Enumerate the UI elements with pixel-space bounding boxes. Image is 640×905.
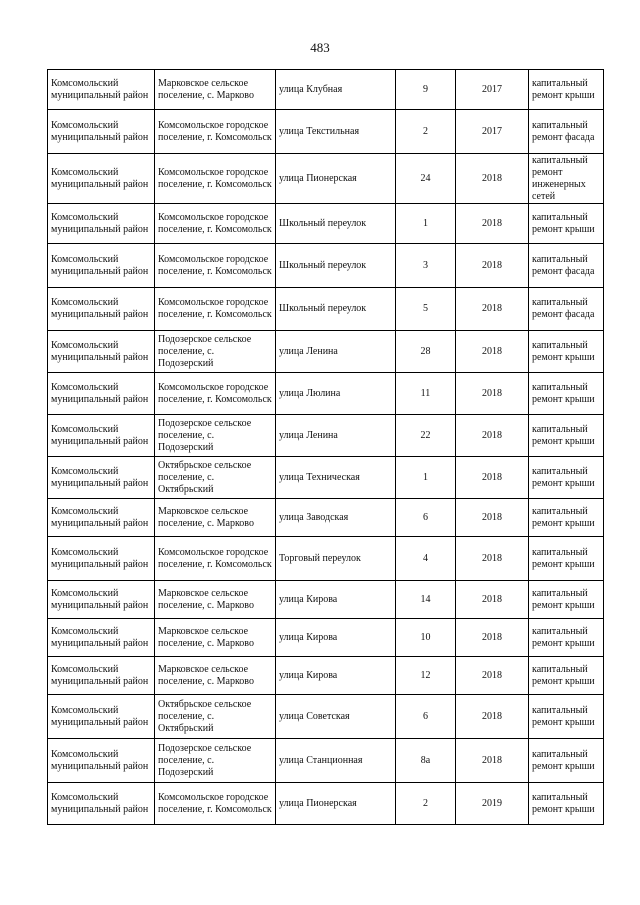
work-type-cell: капитальный ремонт крыши: [529, 204, 604, 244]
street-cell: улица Кирова: [276, 619, 396, 657]
house-number-cell: 24: [396, 154, 456, 204]
district-cell: Комсомольский муниципальный район: [48, 581, 155, 619]
work-type-cell: капитальный ремонт крыши: [529, 783, 604, 825]
work-type-cell: капитальный ремонт крыши: [529, 739, 604, 783]
settlement-cell: Комсомольское городское поселение, г. Комсомольск: [155, 288, 276, 331]
work-type-cell: капитальный ремонт крыши: [529, 619, 604, 657]
table-row: [48, 331, 604, 373]
settlement-cell: Комсомольское городское поселение, г. Комсомольск: [155, 154, 276, 204]
settlement-cell: Подозерское сельское поселение, с. Подозерский: [155, 739, 276, 783]
district-cell: Комсомольский муниципальный район: [48, 537, 155, 581]
house-number-cell: 1: [396, 204, 456, 244]
table-row: [48, 783, 604, 825]
street-cell: улица Пионерская: [276, 783, 396, 825]
settlement-cell: Октябрьское сельское поселение, с. Октябрьский: [155, 457, 276, 499]
settlement-cell: Подозерское сельское поселение, с. Подозерский: [155, 331, 276, 373]
district-cell: Комсомольский муниципальный район: [48, 204, 155, 244]
year-cell: 2019: [456, 783, 529, 825]
district-cell: Комсомольский муниципальный район: [48, 154, 155, 204]
street-cell: улица Кирова: [276, 581, 396, 619]
table-row: [48, 110, 604, 154]
street-cell: улица Советская: [276, 695, 396, 739]
house-number-cell: 1: [396, 457, 456, 499]
district-cell: Комсомольский муниципальный район: [48, 373, 155, 415]
house-number-cell: 22: [396, 415, 456, 457]
work-type-cell: капитальный ремонт фасада: [529, 244, 604, 288]
year-cell: 2018: [456, 581, 529, 619]
settlement-cell: Марковское сельское поселение, с. Марково: [155, 657, 276, 695]
year-cell: 2018: [456, 288, 529, 331]
table-row: [48, 695, 604, 739]
house-number-cell: 10: [396, 619, 456, 657]
house-number-cell: 28: [396, 331, 456, 373]
street-cell: Школьный переулок: [276, 244, 396, 288]
table-row: [48, 619, 604, 657]
work-type-cell: капитальный ремонт крыши: [529, 373, 604, 415]
table-row: [48, 457, 604, 499]
house-number-cell: 11: [396, 373, 456, 415]
table-row: [48, 154, 604, 204]
house-number-cell: 8а: [396, 739, 456, 783]
table-row: [48, 657, 604, 695]
year-cell: 2018: [456, 331, 529, 373]
table-body: [48, 70, 604, 825]
work-type-cell: капитальный ремонт фасада: [529, 110, 604, 154]
work-type-cell: капитальный ремонт крыши: [529, 70, 604, 110]
table-row: [48, 70, 604, 110]
district-cell: Комсомольский муниципальный район: [48, 619, 155, 657]
house-number-cell: 6: [396, 499, 456, 537]
district-cell: Комсомольский муниципальный район: [48, 331, 155, 373]
work-type-cell: капитальный ремонт инженерных сетей: [529, 154, 604, 204]
district-cell: Комсомольский муниципальный район: [48, 695, 155, 739]
street-cell: улица Станционная: [276, 739, 396, 783]
table-row: [48, 537, 604, 581]
settlement-cell: Комсомольское городское поселение, г. Комсомольск: [155, 110, 276, 154]
year-cell: 2018: [456, 415, 529, 457]
year-cell: 2018: [456, 373, 529, 415]
settlement-cell: Комсомольское городское поселение, г. Комсомольск: [155, 783, 276, 825]
street-cell: улица Техническая: [276, 457, 396, 499]
page-number: 483: [310, 40, 330, 55]
settlement-cell: Марковское сельское поселение, с. Марково: [155, 581, 276, 619]
house-number-cell: 3: [396, 244, 456, 288]
work-type-cell: капитальный ремонт крыши: [529, 415, 604, 457]
district-cell: Комсомольский муниципальный район: [48, 499, 155, 537]
street-cell: улица Кирова: [276, 657, 396, 695]
settlement-cell: Марковское сельское поселение, с. Марково: [155, 499, 276, 537]
table-row: [48, 499, 604, 537]
work-type-cell: капитальный ремонт крыши: [529, 695, 604, 739]
settlement-cell: Комсомольское городское поселение, г. Комсомольск: [155, 537, 276, 581]
district-cell: Комсомольский муниципальный район: [48, 288, 155, 331]
table-row: [48, 373, 604, 415]
street-cell: Школьный переулок: [276, 288, 396, 331]
settlement-cell: Марковское сельское поселение, с. Марково: [155, 70, 276, 110]
district-cell: Комсомольский муниципальный район: [48, 110, 155, 154]
street-cell: улица Ленина: [276, 415, 396, 457]
year-cell: 2018: [456, 657, 529, 695]
work-type-cell: капитальный ремонт фасада: [529, 288, 604, 331]
house-number-cell: 4: [396, 537, 456, 581]
year-cell: 2018: [456, 244, 529, 288]
year-cell: 2018: [456, 537, 529, 581]
settlement-cell: Октябрьское сельское поселение, с. Октябрьский: [155, 695, 276, 739]
district-cell: Комсомольский муниципальный район: [48, 457, 155, 499]
work-type-cell: капитальный ремонт крыши: [529, 331, 604, 373]
settlement-cell: Комсомольское городское поселение, г. Комсомольск: [155, 373, 276, 415]
street-cell: улица Пионерская: [276, 154, 396, 204]
street-cell: улица Заводская: [276, 499, 396, 537]
year-cell: 2018: [456, 154, 529, 204]
district-cell: Комсомольский муниципальный район: [48, 244, 155, 288]
year-cell: 2017: [456, 70, 529, 110]
year-cell: 2018: [456, 619, 529, 657]
work-type-cell: капитальный ремонт крыши: [529, 581, 604, 619]
street-cell: Торговый переулок: [276, 537, 396, 581]
work-type-cell: капитальный ремонт крыши: [529, 457, 604, 499]
street-cell: улица Клубная: [276, 70, 396, 110]
street-cell: улица Текстильная: [276, 110, 396, 154]
district-cell: Комсомольский муниципальный район: [48, 739, 155, 783]
settlement-cell: Марковское сельское поселение, с. Марково: [155, 619, 276, 657]
year-cell: 2018: [456, 457, 529, 499]
table-row: [48, 415, 604, 457]
table-row: [48, 739, 604, 783]
year-cell: 2018: [456, 204, 529, 244]
house-number-cell: 12: [396, 657, 456, 695]
work-type-cell: капитальный ремонт крыши: [529, 499, 604, 537]
settlement-cell: Подозерское сельское поселение, с. Подозерский: [155, 415, 276, 457]
year-cell: 2017: [456, 110, 529, 154]
work-type-cell: капитальный ремонт крыши: [529, 537, 604, 581]
settlement-cell: Комсомольское городское поселение, г. Комсомольск: [155, 204, 276, 244]
table-row: [48, 204, 604, 244]
house-number-cell: 5: [396, 288, 456, 331]
street-cell: улица Ленина: [276, 331, 396, 373]
table-row: [48, 581, 604, 619]
year-cell: 2018: [456, 499, 529, 537]
table-row: [48, 288, 604, 331]
district-cell: Комсомольский муниципальный район: [48, 657, 155, 695]
house-number-cell: 14: [396, 581, 456, 619]
street-cell: улица Люлина: [276, 373, 396, 415]
house-number-cell: 9: [396, 70, 456, 110]
street-cell: Школьный переулок: [276, 204, 396, 244]
house-number-cell: 2: [396, 783, 456, 825]
housing-repair-table: [47, 69, 604, 825]
district-cell: Комсомольский муниципальный район: [48, 70, 155, 110]
table-row: [48, 244, 604, 288]
house-number-cell: 6: [396, 695, 456, 739]
district-cell: Комсомольский муниципальный район: [48, 415, 155, 457]
year-cell: 2018: [456, 739, 529, 783]
work-type-cell: капитальный ремонт крыши: [529, 657, 604, 695]
year-cell: 2018: [456, 695, 529, 739]
settlement-cell: Комсомольское городское поселение, г. Комсомольск: [155, 244, 276, 288]
house-number-cell: 2: [396, 110, 456, 154]
district-cell: Комсомольский муниципальный район: [48, 783, 155, 825]
